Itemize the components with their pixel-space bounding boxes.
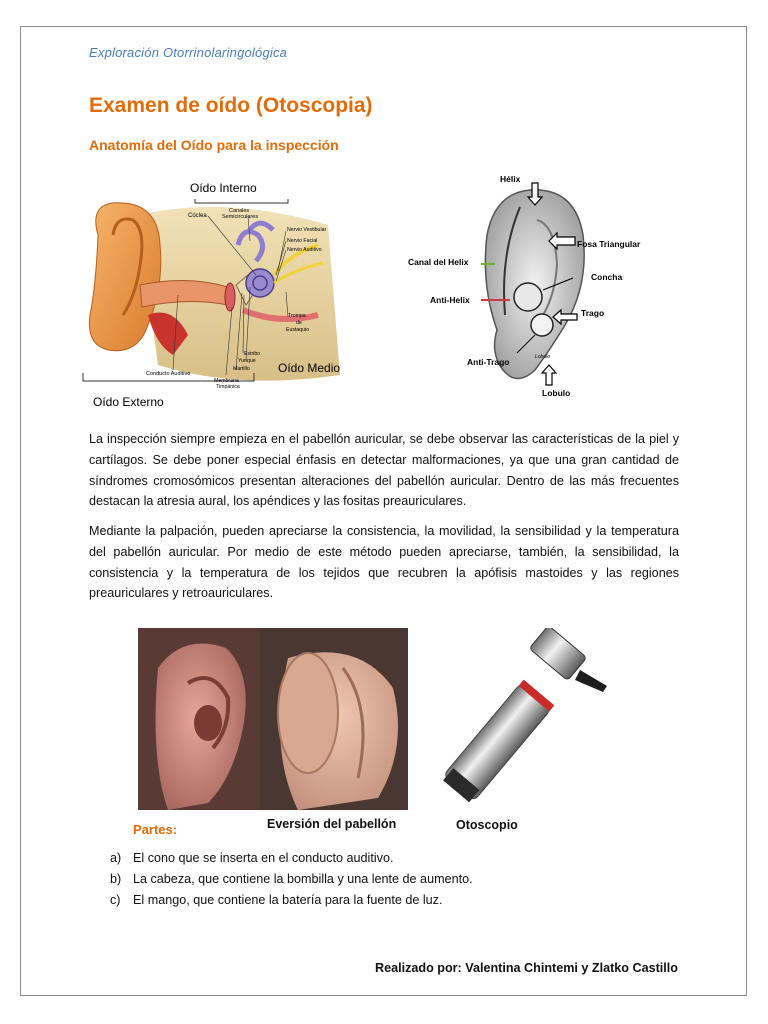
label-lobulo-small: Lobulo	[535, 354, 551, 360]
label-trago: Trago	[581, 308, 605, 318]
label-trompa-1: Trompa	[288, 313, 306, 319]
list-item	[110, 872, 473, 893]
otoscope-illustration	[415, 628, 615, 810]
cochlea	[246, 269, 274, 297]
label-antihelix: Anti-Helix	[430, 295, 470, 305]
label-membrana-2: Timpánica	[216, 384, 240, 390]
label-facial-nerve: Nervio Facial	[287, 238, 318, 244]
label-cochlea: Cóclea	[188, 213, 207, 219]
list-item	[110, 893, 473, 914]
pinna-diagram	[405, 165, 665, 403]
ear-photos	[138, 628, 408, 810]
label-trompa-2: de	[296, 320, 302, 326]
photo-thumb	[278, 653, 338, 773]
list-text: El cono que se inserta en el conducto auditivo.	[133, 851, 394, 865]
label-fosa: Fosa Triangular	[577, 239, 641, 249]
label-vestibular-nerve: Nervio Vestibular	[287, 227, 327, 233]
otoscope-head	[529, 628, 587, 681]
label-outer-ear: Oído Externo	[93, 395, 164, 409]
label-trompa-3: Eustaquio	[286, 327, 310, 333]
parts-label: Partes:	[133, 822, 178, 837]
running-header: Exploración Otorrinolaringológica	[89, 45, 288, 60]
label-canals-2: Semicirculares	[222, 214, 259, 220]
outer-ear-shape	[89, 203, 160, 351]
section-subtitle: Anatomía del Oído para la inspección	[89, 137, 339, 153]
label-yunque: Yunque	[238, 358, 256, 364]
eardrum	[225, 283, 235, 311]
caption-eversion: Eversión del pabellón	[267, 817, 397, 831]
concha-circle	[514, 283, 542, 311]
label-middle-ear: Oído Medio	[278, 361, 341, 375]
lobulo-arrow	[542, 365, 556, 385]
tragus-circle	[531, 314, 553, 336]
caption-otoscope: Otoscopio	[456, 818, 518, 832]
list-marker: a)	[110, 851, 122, 865]
label-martillo: Martillo	[233, 366, 250, 372]
label-inner-ear: Oído Interno	[190, 181, 257, 195]
otoscope-cone	[575, 670, 607, 692]
label-concha: Concha	[591, 272, 623, 282]
label-antitrago: Anti-Trago	[467, 357, 510, 367]
page-title: Examen de oído (Otoscopia)	[89, 94, 373, 117]
list-marker: c)	[110, 893, 121, 907]
label-lobulo: Lobulo	[542, 388, 571, 398]
ear-anatomy-diagram	[78, 175, 358, 411]
label-canal-helix: Canal del Helix	[408, 257, 469, 267]
paragraph-inspection: La inspección siempre empieza en el pabellón auricular, se debe observar las características de la piel y cartílagos. Se debe poner especial énfasis en detectar malformaciones, ya que una gran cantidad de síndromes cromosómicos presentan alteraciones del pabellón auricular. Dentro de las más frecuentes destacan la atresia aural, los apéndices y las fositas preauriculares.	[89, 432, 679, 509]
label-helix: Hélix	[500, 174, 521, 184]
paragraph-palpation: Mediante la palpación, pueden apreciarse la consistencia, la movilidad, la sensibilidad y la temperatura del pabellón auricular. Por medio de este método pueden apreciarse, también, la sensibilidad, la consistencia y la temperatura de los tejidos que recubren la apófisis mastoides y las regiones preauriculares y retroauriculares.	[89, 524, 679, 601]
label-canals-1: Canales	[229, 208, 250, 214]
label-estribo: Estribo	[244, 351, 261, 357]
list-text: El mango, que contiene la batería para la fuente de luz.	[133, 893, 443, 907]
list-item	[110, 851, 473, 872]
label-membrana-1: Membrana	[214, 378, 239, 384]
label-conducto: Conducto Auditivo	[146, 371, 191, 377]
parts-list	[110, 851, 473, 914]
label-auditory-nerve: Nervio Auditivo	[287, 247, 322, 253]
list-text: La cabeza, que contiene la bombilla y una lente de aumento.	[133, 872, 473, 886]
author-footer: Realizado por: Valentina Chintemi y Zlatko Castillo	[374, 961, 678, 975]
list-marker: b)	[110, 872, 122, 886]
